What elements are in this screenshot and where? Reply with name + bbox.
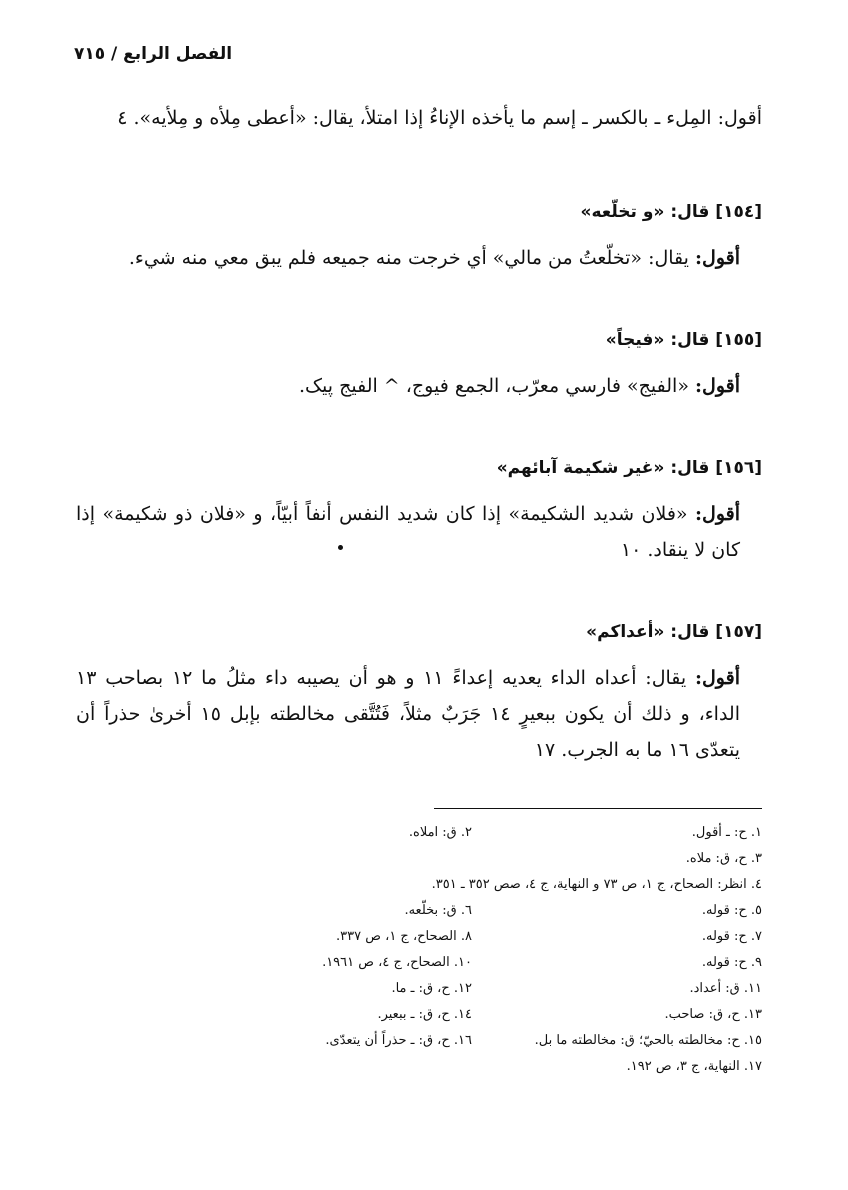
footnote-7: ٧. ح: قوله. bbox=[701, 929, 762, 944]
entry-157-lead: أقول: bbox=[694, 667, 740, 689]
footnote-row bbox=[222, 950, 762, 976]
footnote-8: ٨. الصحاح، ج ١، ص ٣٣٧. bbox=[336, 929, 472, 944]
footnotes bbox=[222, 820, 762, 1080]
entry-154-heading: [١٥٤] قال: «و تخلّعه» bbox=[580, 202, 762, 222]
entry-155-body: «الفيج» فارسي معرّب، الجمع فيوج، ^ الفيج پيک. bbox=[298, 375, 695, 397]
footnote-17: ١٧. النهاية، ج ٣، ص ١٩٢. bbox=[626, 1059, 762, 1074]
footnote-14: ١٤. ح، ق: ـ ببعير. bbox=[377, 1007, 472, 1022]
entry-155-text bbox=[76, 368, 762, 404]
entry-157-heading: [١٥٧] قال: «أعداكم» bbox=[586, 622, 762, 642]
footnote-row bbox=[222, 1054, 762, 1080]
footnote-row bbox=[222, 820, 762, 846]
main-text bbox=[76, 100, 762, 768]
entry-157-text bbox=[76, 660, 762, 768]
entry-155-lead: أقول: bbox=[695, 375, 740, 397]
footnote-row bbox=[222, 924, 762, 950]
entry-154-lead: أقول: bbox=[695, 247, 740, 269]
footnote-row bbox=[222, 1002, 762, 1028]
footnote-row bbox=[222, 898, 762, 924]
entry-156-heading: [١٥٦] قال: «غير شكيمة آبائهم» bbox=[496, 458, 762, 478]
footnote-row bbox=[222, 1028, 762, 1054]
footnote-row bbox=[222, 846, 762, 872]
footnote-16: ١٦. ح، ق: ـ حذراً أن يتعدّى. bbox=[325, 1033, 472, 1048]
stray-dot bbox=[338, 545, 343, 550]
entry-156-lead: أقول: bbox=[695, 503, 740, 525]
footnote-13: ١٣. ح، ق: صاحب. bbox=[664, 1007, 762, 1022]
footnote-12: ١٢. ح، ق: ـ ما. bbox=[391, 981, 472, 996]
footnote-1: ١. ح: ـ أقول. bbox=[691, 825, 762, 840]
footnote-15: ١٥. ح: مخالطته بالحيّ؛ ق: مخالطته ما بل. bbox=[534, 1033, 762, 1048]
entry-154-text bbox=[76, 240, 762, 276]
intro-paragraph: أقول: المِلء ـ بالكسر ـ إسم ما يأخذه الإناءُ إذا امتلأ، يقال: «أعطى مِلأه و مِلأيه». ٤ bbox=[117, 107, 762, 129]
entry-154-body: يقال: «تخلّعتُ من مالي» أي خرجت منه جميعه فلم يبق معي منه شيء. bbox=[128, 247, 695, 269]
footnote-6: ٦. ق: بخلّعه. bbox=[404, 903, 472, 918]
entry-156-text bbox=[76, 496, 762, 568]
entry-156-body: «فلان شديد الشكيمة» إذا كان شديد النفس أنفاً أبيّاً، و «فلان ذو شكيمة» إذا كان لا ينقاد. ١٠ bbox=[76, 503, 740, 561]
footnote-row bbox=[222, 976, 762, 1002]
running-head: الفصل الرابع / ٧١٥ bbox=[74, 44, 233, 64]
footnote-2: ٢. ق: املاه. bbox=[408, 825, 472, 840]
footnote-11: ١١. ق: أعداد. bbox=[689, 981, 762, 996]
footnote-separator bbox=[434, 808, 762, 809]
footnote-9: ٩. ح: قوله. bbox=[701, 955, 762, 970]
footnote-4: ٤. انظر: الصحاح، ج ١، ص ٧٣ و النهاية، ج ٤، صص ٣٥٢ ـ ٣٥١. bbox=[431, 877, 762, 892]
footnote-10: ١٠. الصحاح، ج ٤، ص ١٩٦١. bbox=[322, 955, 472, 970]
entry-155-heading: [١٥٥] قال: «فيجاً» bbox=[605, 330, 762, 350]
footnote-5: ٥. ح: قوله. bbox=[701, 903, 762, 918]
footnote-3: ٣. ح، ق: ملاه. bbox=[685, 851, 762, 866]
footnote-row bbox=[222, 872, 762, 898]
entry-157-body: يقال: أعداه الداء يعديه إعداءً ١١ و هو أن يصيبه داء مثلُ ما ١٢ بصاحب ١٣ الداء، و ذلك أن يكون ببعيرٍ ١٤ جَرَبٌ مثلاً، فَتُتَّقى مخالطته بإبل ١٥ أخرىٰ حذراً أن يتعدّى ١٦ ما به الجرب. ١٧ bbox=[76, 667, 741, 761]
